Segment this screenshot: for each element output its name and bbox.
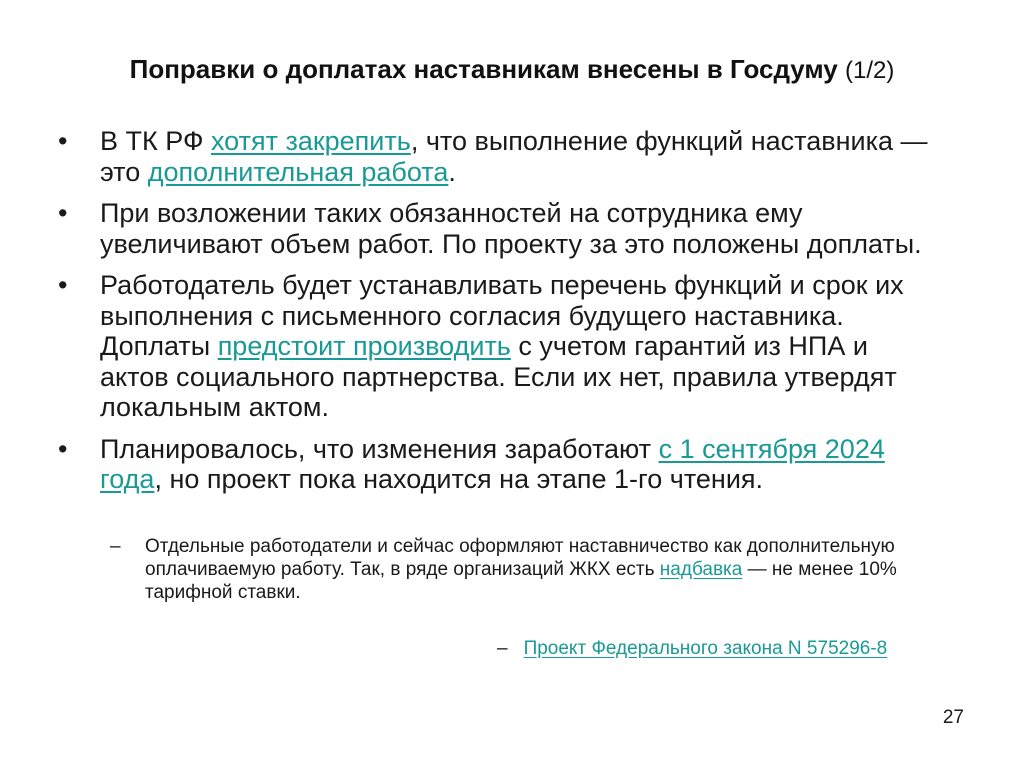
source-marker: – [497, 638, 508, 659]
bullet-item-3 [58, 270, 938, 423]
bullet-item-1 [58, 126, 938, 187]
bullet-text: Планировалось, что изменения заработают [100, 433, 659, 464]
sub-bullet-text-block [110, 535, 950, 604]
link-khotyat-zakrepit[interactable]: хотят закрепить [210, 126, 411, 156]
bullet-text: В ТК РФ [100, 126, 211, 156]
bullet-marker: • [58, 126, 68, 156]
link-predstoit-proizvodit[interactable]: предстоит производить [217, 331, 511, 361]
page-number: 27 [942, 707, 964, 728]
bullet-marker: • [58, 270, 68, 300]
link-dopolnitelnaya-rabota[interactable]: дополнительная работа [147, 156, 449, 187]
link-nadbavka[interactable]: надбавка [659, 559, 743, 580]
bullet-text: , что выполнение функций наставника — это [100, 126, 928, 187]
link-source-law-project[interactable]: Проект Федерального закона N 575296-8 [523, 638, 888, 659]
sub-bullet-marker: – [110, 536, 121, 557]
bullet-marker: • [58, 433, 68, 464]
slide-title-part-indicator: (1/2) [844, 57, 895, 84]
slide-title-main: Поправки о доплатах наставникам внесены в Госдуму [129, 54, 838, 84]
link-s-1-sentyabrya-2024[interactable]: с 1 сентября 2024 года [100, 433, 885, 494]
bullet-text: Работодатель будет устанавливать перечень функций и срок их выполнения с письменного согласия будущего наставника. Доплаты [100, 270, 904, 361]
slide-title [0, 52, 1024, 88]
bullet-list [58, 126, 938, 506]
source-line [497, 637, 887, 660]
bullet-text: , но проект пока находится на этапе 1-го чтения. [154, 464, 764, 494]
bullet-item-4 [58, 434, 938, 495]
bullet-text: с учетом гарантий из НПА и актов социального партнерства. Если их нет, правила утвердят локальным актом. [100, 331, 897, 422]
sub-bullet-text: Отдельные работодатели и сейчас оформляют наставничество как дополнительную оплачиваемую работу. Так, в ряде организаций ЖКХ есть [145, 536, 895, 580]
sub-bullet-text: — не менее 10% тарифной ставки. [145, 559, 897, 603]
bullet-marker: • [58, 198, 68, 228]
bullet-text: При возложении таких обязанностей на сотрудника ему увеличивают объем работ. По проекту за это положены доплаты. [100, 198, 922, 259]
sub-bullet [110, 535, 950, 604]
bullet-item-2 [58, 198, 938, 259]
bullet-text: . [448, 156, 456, 187]
